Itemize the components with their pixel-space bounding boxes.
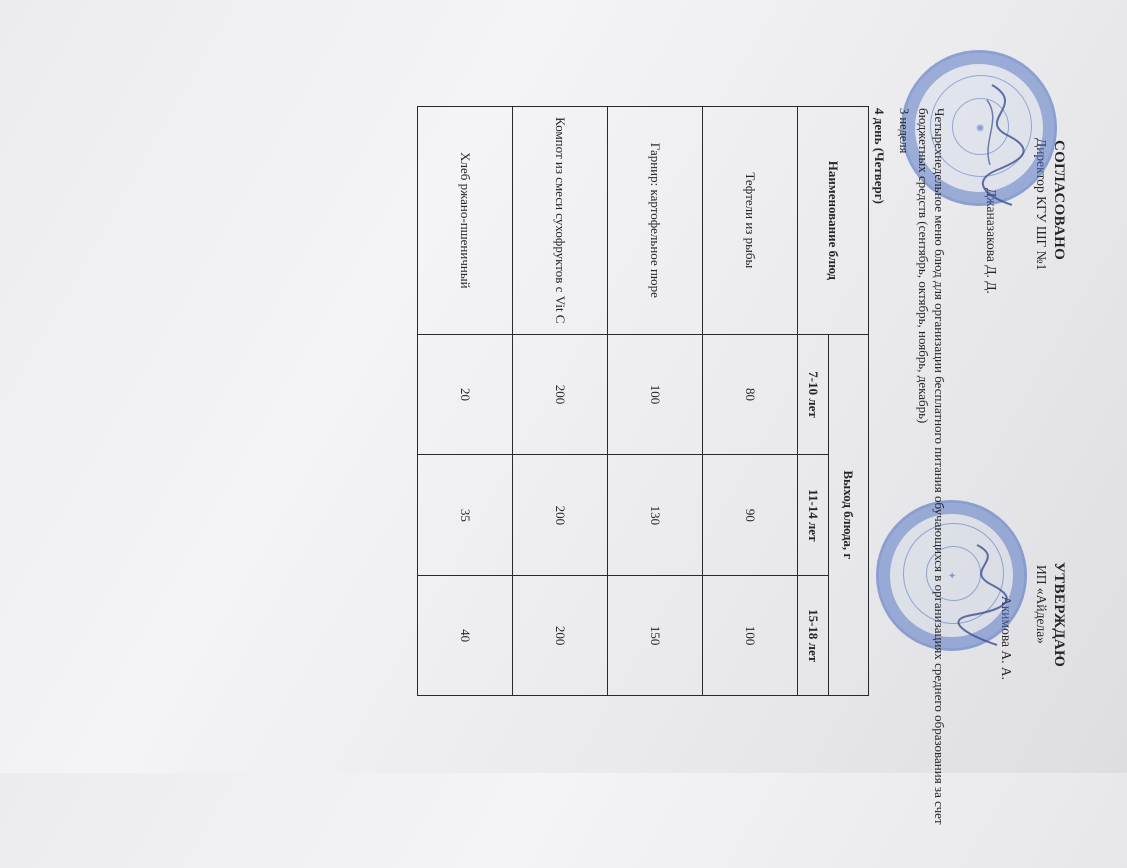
table-row (703, 107, 798, 696)
value-15-18: 40 (418, 576, 513, 696)
header-dish-name: Наименование блюд (798, 107, 869, 335)
approval-right-line2: Акимова А. А. (999, 596, 1014, 681)
table-row (608, 107, 703, 696)
menu-table (417, 106, 869, 696)
value-7-10: 20 (418, 334, 513, 455)
dish-name: Компот из смеси сухофруктов с Vit C (513, 107, 608, 335)
value-11-14: 90 (703, 455, 798, 576)
dish-name: Тефтели из рыбы (703, 107, 798, 335)
value-7-10: 80 (703, 334, 798, 455)
value-7-10: 100 (608, 334, 703, 455)
approval-right-line1: ИП «Айдела» (1034, 565, 1049, 644)
stamp-right-seal: ✦ (876, 500, 1027, 651)
value-15-18: 200 (513, 576, 608, 696)
value-15-18: 150 (608, 576, 703, 696)
value-7-10: 200 (513, 334, 608, 455)
signature-right (952, 540, 1012, 650)
dish-name: Хлеб ржано-пшеничный (418, 107, 513, 335)
table-row (418, 107, 513, 696)
week-label: 3 неделя (897, 108, 911, 154)
header-age-15-18: 15-18 лет (798, 576, 829, 696)
value-11-14: 130 (608, 455, 703, 576)
signature-left (972, 80, 1032, 210)
header-age-7-10: 7-10 лет (798, 334, 829, 455)
approval-left-header: СОГЛАСОВАНО (1051, 140, 1067, 261)
day-label: 4 день (Четверг) (872, 108, 887, 204)
stamp-left-seal: ✺ (901, 50, 1057, 206)
dish-name: Гарнир: картофельное пюре (608, 107, 703, 335)
header-age-11-14: 11-14 лет (798, 455, 829, 576)
document-title: Четырехнедельное меню блюд для организации бесплатного питания обучающихся в организациях среднего образования за счет бюджетных средств (сентябрь, октябрь, ноябрь, декабрь) (916, 108, 947, 825)
table-row (513, 107, 608, 696)
approval-left-line1: Директор КГУ ШГ №1 (1034, 138, 1049, 271)
value-11-14: 200 (513, 455, 608, 576)
value-15-18: 100 (703, 576, 798, 696)
approval-right-header: УТВЕРЖДАЮ (1051, 562, 1067, 668)
value-11-14: 35 (418, 455, 513, 576)
header-output: Выход блюда, г (829, 334, 869, 695)
approval-left-line2: Джаназакова Д. Д. (984, 188, 999, 294)
